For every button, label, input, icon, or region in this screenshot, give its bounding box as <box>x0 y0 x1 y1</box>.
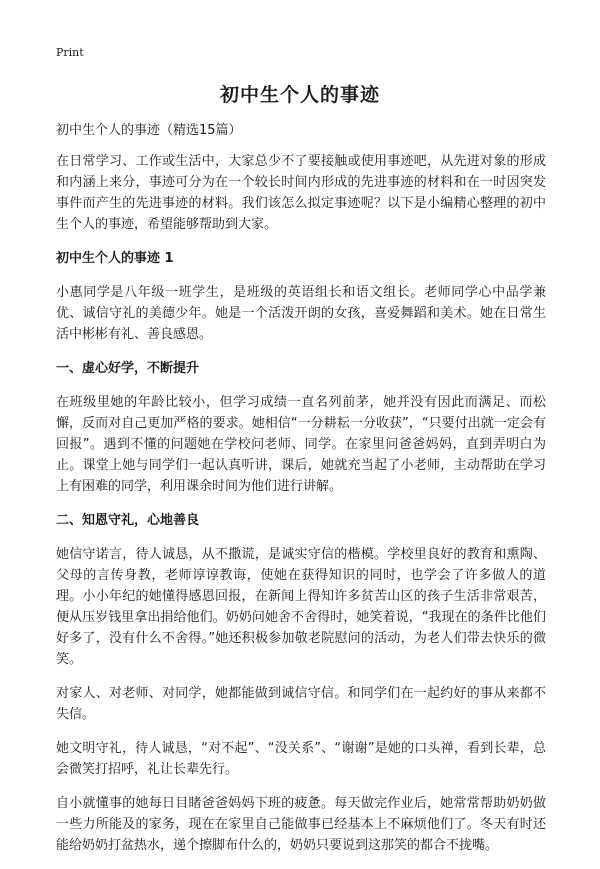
subsection-heading: 二、知恩守礼，心地善良 <box>56 513 200 528</box>
section-paragraph: 小惠同学是八年级一班学生，是班级的英语组长和语文组长。老师同学心中品学兼优、诚信守礼的美德少年。她是一个活泼开朗的女孩，喜爱舞蹈和美术。她在日常生活中彬彬有礼、善良感恩。 <box>56 285 546 342</box>
subsection-paragraph: 在班级里她的年龄比较小，但学习成绩一直名列前茅，她并没有因此而满足、而松懈，反而对自己更加严格的要求。她相信“一分耕耘一分收获”，“只要付出就一定会有回报”。遇到不懂的问题她在学校问老师、同学。在家里问爸爸妈妈，直到弄明白为止。课堂上她与同学们一起认真听讲，课后，她就充当起了小老师，主动帮助在学习上有困难的同学，利用课余时间为他们进行讲解。 <box>56 395 546 494</box>
article-subtitle: 初中生个人的事迹（精选15篇） <box>56 123 242 138</box>
article-body <box>56 120 546 869</box>
subsection-paragraph: 对家人、对老师、对同学，她都能做到诚信守信。和同学们在一起约好的事从来都不失信。 <box>56 686 546 722</box>
subsection-paragraph: 她文明守礼，待人诚恳，“对不起”、“没关系”、“谢谢”是她的口头禅，看到长辈，总会微笑打招呼，礼让长辈先行。 <box>56 741 546 777</box>
section-heading: 初中生个人的事迹 1 <box>56 251 174 266</box>
subsection-paragraph: 自小就懂事的她每日目睹爸爸妈妈下班的疲惫。每天做完作业后，她常常帮助奶奶做一些力所能及的家务，现在在家里自己能做事已经基本上不麻烦他们了。冬天有时还能给奶奶打盆热水，递个擦脚布什么的，奶奶只要说到这那笑的都合不拢嘴。 <box>56 796 546 853</box>
print-link[interactable]: Print <box>56 46 84 59</box>
subsection-paragraph: 她信守诺言，待人诚恳，从不撒谎，是诚实守信的楷模。学校里良好的教育和熏陶、父母的言传身教，老师谆谆教诲，使她在获得知识的同时，也学会了许多做人的道理。小小年纪的她懂得感恩回报，在新闻上得知许多贫苦山区的孩子生活非常艰苦，便从压岁钱里拿出捐给他们。奶奶问她舍不舍得时，她笑着说，“我现在的条件比他们好多了，没有什么不舍得。”她还积极参加敬老院慰问的活动，为老人们带去快乐的微笑。 <box>56 547 546 667</box>
page-title: 初中生个人的事迹 <box>219 84 380 106</box>
intro-paragraph: 在日常学习、工作或生活中，大家总少不了要接触或使用事迹吧，从先进对象的形成和内涵上来分，事迹可分为在一个较长时间内形成的先进事迹的材料和在一时因突发事件而产生的先进事迹的材料。我们该怎么拟定事迹呢？以下是小编精心整理的初中生个人的事迹，希望能够帮助到大家。 <box>56 154 546 232</box>
subsection-heading: 一、虚心好学，不断提升 <box>56 361 200 376</box>
